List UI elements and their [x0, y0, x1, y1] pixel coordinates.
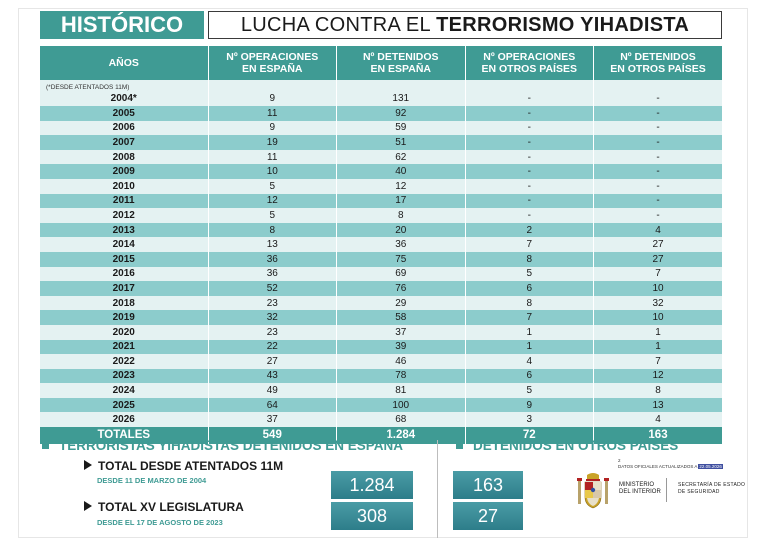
value-cell: 58	[337, 310, 466, 325]
spain-legislature-value: 308	[331, 502, 413, 530]
value-cell: 37	[337, 325, 466, 340]
table-row	[40, 80, 722, 106]
value-cell: 13	[208, 237, 337, 252]
value-cell: -	[594, 150, 723, 165]
other-total-value: 163	[453, 471, 523, 499]
year-cell: 2010	[40, 179, 208, 194]
year-cell: 2008	[40, 150, 208, 165]
table-row	[40, 150, 722, 165]
year-cell: 2026	[40, 412, 208, 427]
table-row	[40, 164, 722, 179]
total-legislature-label: TOTAL XV LEGISLATURA	[84, 500, 244, 514]
value-cell: -	[594, 194, 723, 209]
value-cell: 36	[208, 267, 337, 282]
coat-of-arms-icon	[575, 471, 611, 511]
value-cell: 7	[465, 237, 594, 252]
title-prefix: LUCHA CONTRA EL	[240, 14, 437, 36]
page-number: 2	[618, 458, 621, 463]
year-cell: 2025	[40, 398, 208, 413]
history-table	[40, 46, 722, 444]
value-cell: 27	[594, 237, 723, 252]
year-cell: 2017	[40, 281, 208, 296]
totals-label: TOTALES	[40, 427, 208, 444]
value-cell: 46	[337, 354, 466, 369]
value-cell: 5	[465, 267, 594, 282]
value-cell: 62	[337, 150, 466, 165]
year-cell: 2024	[40, 383, 208, 398]
value-cell: 13	[594, 398, 723, 413]
other-summary-title: DETENIDOS EN OTROS PAÍSES	[456, 438, 678, 453]
year-cell: 2006	[40, 121, 208, 136]
square-bullet-icon	[456, 442, 463, 449]
value-cell: 9	[208, 121, 337, 136]
ministry-label: MINISTERIO DEL INTERIOR	[619, 482, 661, 495]
value-cell: 10	[594, 281, 723, 296]
value-cell: -	[465, 150, 594, 165]
value-cell: 131	[337, 80, 466, 106]
year-cell: (*DESDE ATENTADOS 11M) 2004*	[40, 80, 208, 106]
col-header-det-spain: Nº DETENIDOS EN ESPAÑA	[337, 46, 466, 80]
page-header	[40, 11, 722, 39]
triangle-bullet-icon	[84, 460, 92, 470]
value-cell: 92	[337, 106, 466, 121]
value-cell: 1	[594, 340, 723, 355]
value-cell: -	[594, 106, 723, 121]
col-header-det-other: Nº DETENIDOS EN OTROS PAÍSES	[594, 46, 723, 80]
value-cell: 23	[208, 296, 337, 311]
total-since-11m-sub: DESDE 11 DE MARZO DE 2004	[97, 476, 207, 485]
updated-date: 22.05.2026	[699, 464, 722, 469]
value-cell: 32	[594, 296, 723, 311]
value-cell: 2	[465, 223, 594, 238]
section-divider	[437, 440, 438, 538]
table-row	[40, 398, 722, 413]
table-header-row	[40, 46, 722, 80]
table-row	[40, 121, 722, 136]
value-cell: 64	[208, 398, 337, 413]
section-label: HISTÓRICO	[40, 11, 204, 39]
value-cell: 7	[465, 310, 594, 325]
total-value: 72	[465, 427, 594, 444]
col-header-ops-spain: Nº OPERACIONES EN ESPAÑA	[208, 46, 337, 80]
table-row	[40, 281, 722, 296]
value-cell: 9	[465, 398, 594, 413]
value-cell: 37	[208, 412, 337, 427]
value-cell: -	[465, 121, 594, 136]
first-row-note: (*DESDE ATENTADOS 11M)	[46, 84, 130, 91]
year-cell: 2012	[40, 208, 208, 223]
year-cell: 2009	[40, 164, 208, 179]
year-cell: 2014	[40, 237, 208, 252]
year-cell: 2023	[40, 369, 208, 384]
value-cell: 1	[594, 325, 723, 340]
table-row	[40, 237, 722, 252]
value-cell: 8	[465, 296, 594, 311]
value-cell: 4	[594, 412, 723, 427]
table-row	[40, 412, 722, 427]
year-cell: 2005	[40, 106, 208, 121]
value-cell: 36	[337, 237, 466, 252]
value-cell: -	[465, 194, 594, 209]
value-cell: 39	[337, 340, 466, 355]
table-row	[40, 106, 722, 121]
year-cell: 2021	[40, 340, 208, 355]
value-cell: 43	[208, 369, 337, 384]
page-title	[208, 11, 722, 39]
title-bold: TERRORISMO YIHADISTA	[436, 14, 690, 36]
value-cell: 12	[594, 369, 723, 384]
value-cell: 7	[594, 267, 723, 282]
col-header-years: AÑOS	[40, 46, 208, 80]
value-cell: 4	[594, 223, 723, 238]
value-cell: -	[594, 121, 723, 136]
total-value: 163	[594, 427, 723, 444]
table-row	[40, 179, 722, 194]
total-legislature-sub: DESDE EL 17 DE AGOSTO DE 2023	[97, 518, 223, 527]
col-header-ops-other: Nº OPERACIONES EN OTROS PAÍSES	[465, 46, 594, 80]
value-cell: 8	[208, 223, 337, 238]
year-cell: 2020	[40, 325, 208, 340]
value-cell: 11	[208, 106, 337, 121]
value-cell: 22	[208, 340, 337, 355]
value-cell: 12	[208, 194, 337, 209]
year-cell: 2016	[40, 267, 208, 282]
value-cell: 9	[208, 80, 337, 106]
value-cell: -	[465, 106, 594, 121]
value-cell: 59	[337, 121, 466, 136]
year-cell: 2022	[40, 354, 208, 369]
value-cell: 69	[337, 267, 466, 282]
table-row	[40, 354, 722, 369]
value-cell: 76	[337, 281, 466, 296]
year-cell: 2007	[40, 135, 208, 150]
year-cell: 2013	[40, 223, 208, 238]
value-cell: 8	[594, 383, 723, 398]
value-cell: 27	[208, 354, 337, 369]
value-cell: 52	[208, 281, 337, 296]
value-cell: 19	[208, 135, 337, 150]
total-since-11m-label: TOTAL DESDE ATENTADOS 11M	[84, 459, 283, 473]
table-row	[40, 383, 722, 398]
square-bullet-icon	[42, 442, 49, 449]
table-row	[40, 340, 722, 355]
value-cell: -	[465, 80, 594, 106]
value-cell: 36	[208, 252, 337, 267]
value-cell: 1	[465, 325, 594, 340]
triangle-bullet-icon	[84, 501, 92, 511]
value-cell: 1	[465, 340, 594, 355]
value-cell: -	[594, 179, 723, 194]
value-cell: -	[465, 135, 594, 150]
value-cell: -	[465, 179, 594, 194]
value-cell: 32	[208, 310, 337, 325]
table-row	[40, 267, 722, 282]
total-value: 1.284	[337, 427, 466, 444]
table-row	[40, 194, 722, 209]
value-cell: 40	[337, 164, 466, 179]
value-cell: 12	[337, 179, 466, 194]
value-cell: -	[594, 135, 723, 150]
value-cell: 81	[337, 383, 466, 398]
value-cell: 8	[337, 208, 466, 223]
table-row	[40, 325, 722, 340]
table-row	[40, 296, 722, 311]
updated-note	[618, 458, 723, 470]
value-cell: 5	[208, 179, 337, 194]
value-cell: 7	[594, 354, 723, 369]
value-cell: 17	[337, 194, 466, 209]
spain-total-value: 1.284	[331, 471, 413, 499]
value-cell: -	[594, 164, 723, 179]
value-cell: -	[594, 80, 723, 106]
value-cell: 5	[465, 383, 594, 398]
value-cell: 6	[465, 281, 594, 296]
table-row	[40, 208, 722, 223]
value-cell: 5	[208, 208, 337, 223]
value-cell: 4	[465, 354, 594, 369]
table-row	[40, 310, 722, 325]
value-cell: 78	[337, 369, 466, 384]
value-cell: 20	[337, 223, 466, 238]
value-cell: 49	[208, 383, 337, 398]
value-cell: -	[465, 164, 594, 179]
value-cell: 3	[465, 412, 594, 427]
year-cell: 2019	[40, 310, 208, 325]
table-row	[40, 252, 722, 267]
logo-divider	[666, 478, 667, 502]
total-value: 549	[208, 427, 337, 444]
value-cell: -	[594, 208, 723, 223]
year-cell: 2018	[40, 296, 208, 311]
value-cell: 23	[208, 325, 337, 340]
value-cell: 11	[208, 150, 337, 165]
other-legislature-value: 27	[453, 502, 523, 530]
value-cell: 27	[594, 252, 723, 267]
value-cell: 8	[465, 252, 594, 267]
year-cell: 2015	[40, 252, 208, 267]
value-cell: 100	[337, 398, 466, 413]
value-cell: 29	[337, 296, 466, 311]
value-cell: 51	[337, 135, 466, 150]
value-cell: 10	[594, 310, 723, 325]
value-cell: 6	[465, 369, 594, 384]
value-cell: 75	[337, 252, 466, 267]
value-cell: -	[465, 208, 594, 223]
value-cell: 68	[337, 412, 466, 427]
value-cell: 10	[208, 164, 337, 179]
spain-summary-title: TERRORISTAS YIHADISTAS DETENIDOS EN ESPAÑA	[42, 438, 403, 453]
year-cell: 2011	[40, 194, 208, 209]
table-row	[40, 135, 722, 150]
updated-label: DATOS OFICIALES ACTUALIZADOS A	[618, 464, 698, 469]
secretaria-label: SECRETARÍA DE ESTADO DE SEGURIDAD	[678, 482, 746, 495]
table-row	[40, 369, 722, 384]
table-row	[40, 223, 722, 238]
